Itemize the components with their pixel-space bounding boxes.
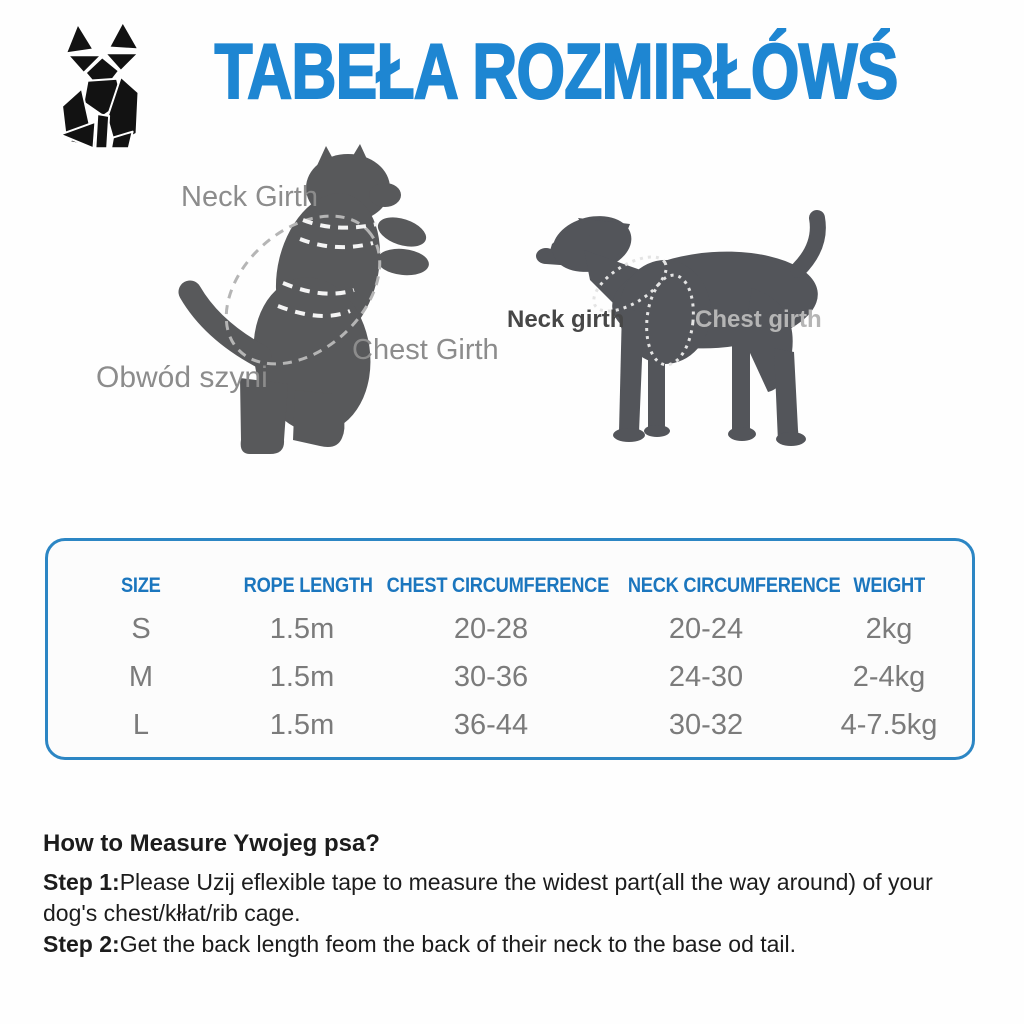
instruction-step-1 bbox=[43, 867, 975, 929]
table-row-size-s bbox=[48, 605, 972, 653]
column-header-rope-length: ROPE LENGTH bbox=[243, 574, 373, 597]
right-chest-girth-label: Chest girth bbox=[695, 306, 822, 333]
instruction-step-2 bbox=[43, 929, 975, 960]
cell-weight: 2kg bbox=[865, 612, 913, 645]
column-header-neck-circumference: NECK CIRCUMFERENCE bbox=[627, 574, 841, 597]
cell-size: S bbox=[131, 612, 151, 645]
column-header-size: SIZE bbox=[121, 574, 161, 597]
table-row-size-m bbox=[48, 653, 972, 701]
step-1-text: Please Uzij eflexible tape to measure the widest part(all the way around) of your dog's chest/kłłat/rib cage. bbox=[43, 869, 933, 926]
left-chest-girth-label: Chest Girth bbox=[352, 334, 499, 366]
cell-size: M bbox=[128, 660, 154, 693]
measure-instructions bbox=[43, 830, 975, 960]
table-row-size-l bbox=[48, 701, 972, 749]
right-neck-girth-label: Neck girth bbox=[507, 306, 625, 333]
size-table-header-row bbox=[48, 567, 972, 605]
left-neck-girth-label: Neck Girth bbox=[181, 181, 318, 213]
size-table bbox=[45, 538, 975, 760]
step-2-text: Get the back length feom the back of their neck to the base od tail. bbox=[119, 931, 797, 957]
cell-size: L bbox=[132, 708, 150, 741]
cell-chest: 20-28 bbox=[453, 612, 529, 645]
step-2-label: Step 2: bbox=[43, 931, 120, 957]
column-header-weight: WEIGHT bbox=[853, 574, 925, 597]
page-title: TABEŁA ROZMIRŁÓWŚ bbox=[214, 27, 898, 115]
cell-chest: 36-44 bbox=[453, 708, 529, 741]
column-header-chest-circumference: CHEST CIRCUMFERENCE bbox=[386, 574, 610, 597]
instructions-heading: How to Measure Ywojeg psa? bbox=[43, 830, 380, 857]
cell-neck: 24-30 bbox=[668, 660, 744, 693]
cell-neck: 20-24 bbox=[668, 612, 744, 645]
cell-neck: 30-32 bbox=[668, 708, 744, 741]
cell-weight: 2-4kg bbox=[852, 660, 926, 693]
cell-chest: 30-36 bbox=[453, 660, 529, 693]
cell-rope-length: 1.5m bbox=[269, 612, 335, 645]
cell-rope-length: 1.5m bbox=[269, 660, 335, 693]
step-1-label: Step 1: bbox=[43, 869, 120, 895]
cell-rope-length: 1.5m bbox=[269, 708, 335, 741]
left-neck-girth-polish-label: Obwód szyni bbox=[96, 361, 268, 394]
cell-weight: 4-7.5kg bbox=[840, 708, 938, 741]
